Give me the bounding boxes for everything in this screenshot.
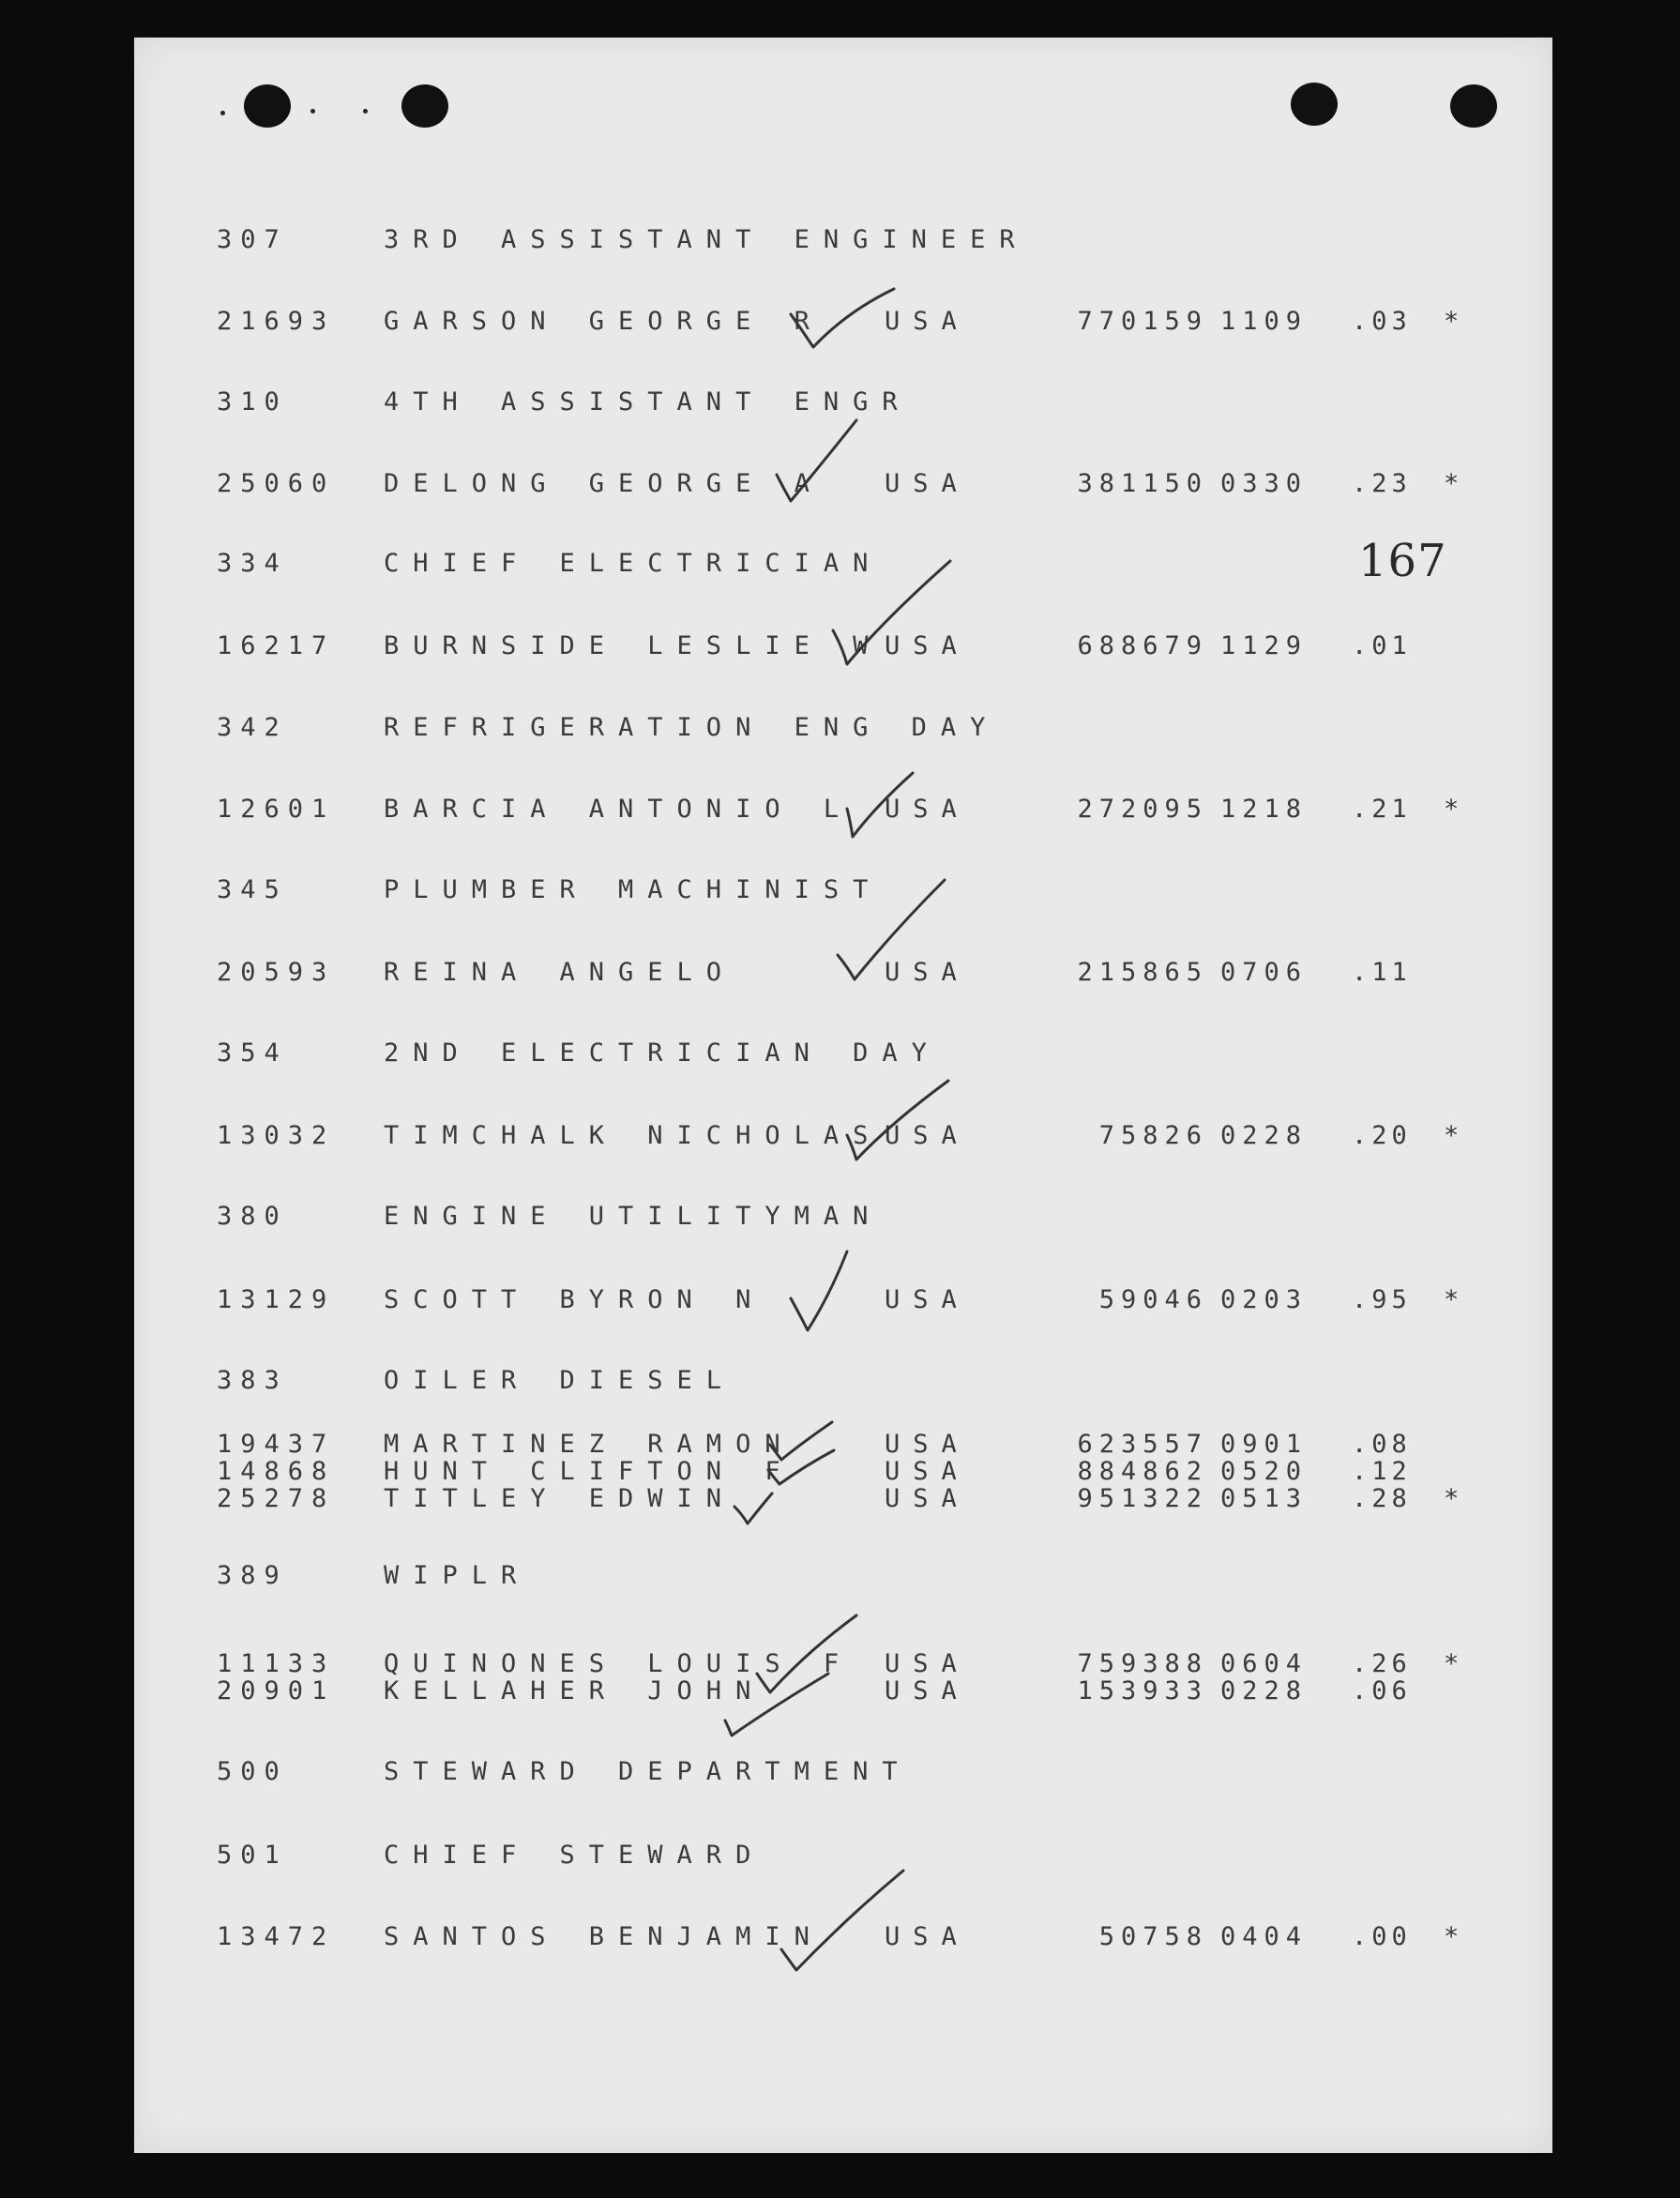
check-mark <box>757 1615 856 1692</box>
crew-name: TITLEY EDWIN <box>384 1484 736 1513</box>
asterisk-mark: * <box>1444 1484 1460 1513</box>
date-code: 0706 <box>1220 958 1309 987</box>
crew-name: KELLAHER JOHN <box>384 1676 765 1705</box>
id-number: 50758 <box>1098 1922 1208 1951</box>
rating-code: 307 <box>217 225 288 254</box>
rating-code: 380 <box>217 1202 288 1231</box>
asterisk-mark: * <box>1444 1649 1460 1678</box>
check-mark <box>847 773 913 837</box>
nationality: USA <box>885 795 970 824</box>
rate-code: .06 <box>1352 1676 1412 1705</box>
rating-code: 310 <box>217 387 288 417</box>
nationality: USA <box>885 1676 970 1705</box>
crew-name: BARCIA ANTONIO L <box>384 795 854 824</box>
rate-code: .23 <box>1352 469 1412 498</box>
date-code: 1218 <box>1220 795 1309 824</box>
check-mark <box>833 561 950 664</box>
rating-code: 345 <box>217 875 288 904</box>
book-number: 13032 <box>217 1121 336 1150</box>
handwritten-checkmarks <box>134 38 1552 2153</box>
book-number: 21693 <box>217 307 336 336</box>
date-code: 0404 <box>1220 1922 1309 1951</box>
date-code: 0228 <box>1220 1676 1309 1705</box>
asterisk-mark: * <box>1444 795 1460 824</box>
book-number: 25060 <box>217 469 336 498</box>
nationality: USA <box>885 1649 970 1678</box>
crew-name: DELONG GEORGE A <box>384 469 824 498</box>
rating-title: 2ND ELECTRICIAN DAY <box>384 1038 941 1068</box>
asterisk-mark: * <box>1444 1922 1460 1951</box>
rating-title: STEWARD DEPARTMENT <box>384 1757 912 1786</box>
rating-title: 4TH ASSISTANT ENGR <box>384 387 912 417</box>
date-code: 0228 <box>1220 1121 1309 1150</box>
check-mark <box>725 1674 828 1736</box>
rating-code: 342 <box>217 713 288 742</box>
crew-name: QUINONES LOUIS F <box>384 1649 854 1678</box>
asterisk-mark: * <box>1444 1285 1460 1314</box>
book-number: 19437 <box>217 1430 336 1459</box>
id-number: 153933 <box>1077 1676 1208 1705</box>
check-mark <box>791 1251 847 1330</box>
rating-code: 334 <box>217 549 288 578</box>
crew-name: SANTOS BENJAMIN <box>384 1922 824 1951</box>
date-code: 0520 <box>1220 1457 1309 1486</box>
book-number: 25278 <box>217 1484 336 1513</box>
check-mark <box>791 289 894 347</box>
check-mark <box>847 1081 948 1160</box>
asterisk-mark: * <box>1444 1121 1460 1150</box>
rating-title: CHIEF STEWARD <box>384 1841 765 1870</box>
nationality: USA <box>885 1430 970 1459</box>
rate-code: .26 <box>1352 1649 1412 1678</box>
date-code: 1109 <box>1220 307 1309 336</box>
id-number: 215865 <box>1077 958 1208 987</box>
crew-name: GARSON GEORGE R <box>384 307 824 336</box>
rating-title: REFRIGERATION ENG DAY <box>384 713 1000 742</box>
date-code: 0330 <box>1220 469 1309 498</box>
rate-code: .01 <box>1352 631 1412 660</box>
rate-code: .28 <box>1352 1484 1412 1513</box>
id-number: 75826 <box>1098 1121 1208 1150</box>
check-mark <box>777 420 856 501</box>
nationality: USA <box>885 469 970 498</box>
book-number: 12601 <box>217 795 336 824</box>
crew-name: REINA ANGELO <box>384 958 736 987</box>
crew-name: BURNSIDE LESLIE W <box>384 631 883 660</box>
id-number: 770159 <box>1077 307 1208 336</box>
check-mark <box>770 1422 832 1460</box>
rate-code: .21 <box>1352 795 1412 824</box>
book-number: 16217 <box>217 631 336 660</box>
crew-name: HUNT CLIFTON F <box>384 1457 795 1486</box>
crew-name: MARTINEZ RAMON <box>384 1430 795 1459</box>
rating-code: 501 <box>217 1841 288 1870</box>
nationality: USA <box>885 1457 970 1486</box>
rating-title: WIPLR <box>384 1561 531 1590</box>
asterisk-mark: * <box>1444 307 1460 336</box>
id-number: 623557 <box>1077 1430 1208 1459</box>
date-code: 0901 <box>1220 1430 1309 1459</box>
id-number: 759388 <box>1077 1649 1208 1678</box>
book-number: 20901 <box>217 1676 336 1705</box>
nationality: USA <box>885 958 970 987</box>
page-number-stamp: 167 <box>1358 535 1447 587</box>
nationality: USA <box>885 1484 970 1513</box>
crew-name: TIMCHALK NICHOLAS <box>384 1121 883 1150</box>
rating-title: PLUMBER MACHINIST <box>384 875 883 904</box>
rate-code: .03 <box>1352 307 1412 336</box>
rating-code: 389 <box>217 1561 288 1590</box>
nationality: USA <box>885 1922 970 1951</box>
nationality: USA <box>885 1285 970 1314</box>
nationality: USA <box>885 1121 970 1150</box>
book-number: 11133 <box>217 1649 336 1678</box>
book-number: 20593 <box>217 958 336 987</box>
date-code: 0513 <box>1220 1484 1309 1513</box>
rating-code: 354 <box>217 1038 288 1068</box>
id-number: 884862 <box>1077 1457 1208 1486</box>
rate-code: .08 <box>1352 1430 1412 1459</box>
rating-title: ENGINE UTILITYMAN <box>384 1202 883 1231</box>
rating-code: 383 <box>217 1366 288 1395</box>
book-number: 13472 <box>217 1922 336 1951</box>
date-code: 1129 <box>1220 631 1309 660</box>
id-number: 272095 <box>1077 795 1208 824</box>
date-code: 0604 <box>1220 1649 1309 1678</box>
book-number: 14868 <box>217 1457 336 1486</box>
rate-code: .00 <box>1352 1922 1412 1951</box>
asterisk-mark: * <box>1444 469 1460 498</box>
check-mark <box>734 1493 772 1523</box>
check-mark <box>838 880 945 979</box>
rate-code: .95 <box>1352 1285 1412 1314</box>
rate-code: .12 <box>1352 1457 1412 1486</box>
document-page <box>134 38 1552 2153</box>
rating-code: 500 <box>217 1757 288 1786</box>
id-number: 951322 <box>1077 1484 1208 1513</box>
check-mark <box>781 1871 903 1970</box>
rate-code: .20 <box>1352 1121 1412 1150</box>
nationality: USA <box>885 631 970 660</box>
date-code: 0203 <box>1220 1285 1309 1314</box>
id-number: 59046 <box>1098 1285 1208 1314</box>
rate-code: .11 <box>1352 958 1412 987</box>
crew-name: SCOTT BYRON N <box>384 1285 765 1314</box>
rating-title: CHIEF ELECTRICIAN <box>384 549 883 578</box>
id-number: 381150 <box>1077 469 1208 498</box>
nationality: USA <box>885 307 970 336</box>
rating-title: 3RD ASSISTANT ENGINEER <box>384 225 1029 254</box>
id-number: 688679 <box>1077 631 1208 660</box>
rating-title: OILER DIESEL <box>384 1366 736 1395</box>
book-number: 13129 <box>217 1285 336 1314</box>
